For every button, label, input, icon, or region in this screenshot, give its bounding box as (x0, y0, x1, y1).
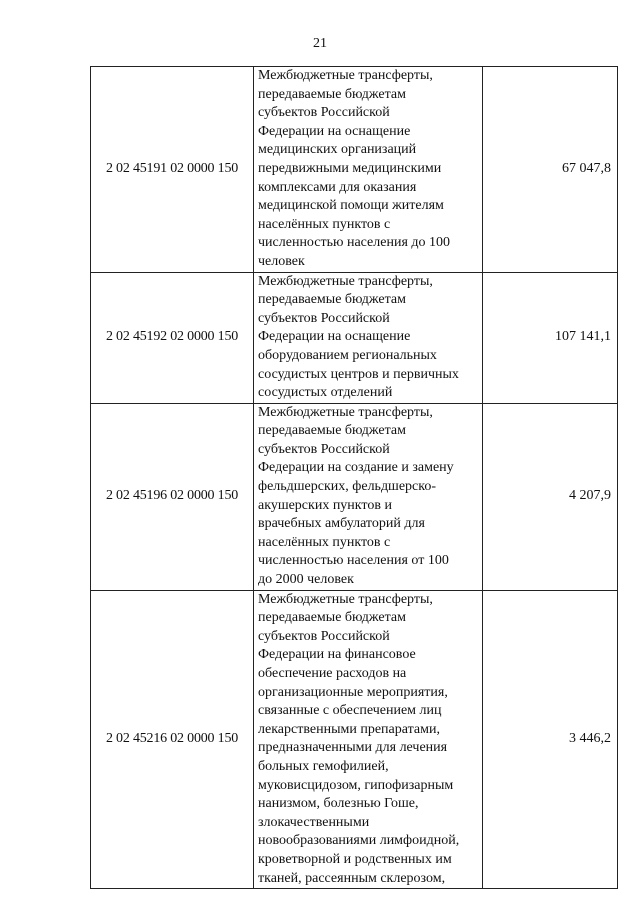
description-line: субъектов Российской (258, 628, 390, 644)
description-cell (254, 403, 483, 590)
description-line: Межбюджетные трансферты, (258, 273, 433, 289)
description-line: населённых пунктов с (258, 534, 391, 550)
amount-cell: 3 446,2 (483, 590, 618, 889)
description-line: передаваемые бюджетам (258, 610, 406, 626)
budget-code-cell: 2 02 45192 02 0000 150 (91, 272, 254, 403)
description-cell (254, 590, 483, 889)
description-line: больных гемофилией, (258, 758, 389, 774)
description-line: муковисцидозом, гипофизарным (258, 777, 454, 793)
description-line: кроветворной и родственных им (258, 851, 452, 867)
description-line: передаваемые бюджетам (258, 86, 406, 102)
description-line: Федерации на создание и замену (258, 460, 454, 476)
description-line: человек (258, 253, 305, 269)
table-row (91, 590, 618, 889)
description-line: Федерации на оснащение (258, 123, 411, 139)
description-line: врачебных амбулаторий для (258, 516, 425, 532)
description-line: медицинских организаций (258, 142, 417, 158)
description-line: Межбюджетные трансферты, (258, 68, 433, 83)
description-line: населённых пунктов с (258, 216, 391, 232)
description-line: организационные мероприятия, (258, 684, 448, 700)
description-line: передаваемые бюджетам (258, 292, 406, 308)
description-line: передвижными медицинскими (258, 160, 442, 176)
description-line: Федерации на оснащение (258, 329, 411, 345)
description-line: медицинской помощи жителям (258, 198, 444, 214)
description-line: фельдшерских, фельдшерско- (258, 479, 437, 495)
amount-cell: 67 047,8 (483, 67, 618, 273)
table-row (91, 67, 618, 273)
budget-table-body (91, 67, 618, 889)
description-line: Федерации на финансовое (258, 647, 416, 663)
description-cell (254, 272, 483, 403)
description-line: численностью населения до 100 (258, 235, 451, 251)
description-line: злокачественными (258, 814, 370, 830)
amount-cell: 4 207,9 (483, 403, 618, 590)
description-line: до 2000 человек (258, 572, 354, 588)
table-row (91, 272, 618, 403)
description-line: лекарственными препаратами, (258, 721, 440, 737)
budget-code-cell: 2 02 45191 02 0000 150 (91, 67, 254, 273)
description-line: нанизмом, болезнью Гоше, (258, 796, 419, 812)
description-line: Межбюджетные трансферты, (258, 591, 433, 607)
description-line: комплексами для оказания (258, 179, 417, 195)
description-line: новообразованиями лимфоидной, (258, 833, 460, 849)
description-line: предназначенными для лечения (258, 740, 448, 756)
description-line: акушерских пунктов и (258, 497, 392, 513)
description-line: численностью населения от 100 (258, 553, 449, 569)
description-line: Межбюджетные трансферты, (258, 404, 433, 420)
description-cell (254, 67, 483, 273)
page-number: 21 (313, 36, 327, 51)
description-line: сосудистых отделений (258, 385, 393, 401)
budget-table (90, 66, 618, 889)
table-row (91, 403, 618, 590)
description-line: оборудованием региональных (258, 347, 437, 363)
description-line: связанные с обеспечением лиц (258, 703, 442, 719)
description-line: тканей, рассеянным склерозом, (258, 870, 446, 886)
amount-cell: 107 141,1 (483, 272, 618, 403)
budget-code-cell: 2 02 45196 02 0000 150 (91, 403, 254, 590)
description-line: обеспечение расходов на (258, 666, 407, 681)
description-line: субъектов Российской (258, 441, 390, 457)
description-line: субъектов Российской (258, 310, 390, 326)
description-line: передаваемые бюджетам (258, 423, 406, 439)
description-line: субъектов Российской (258, 105, 390, 121)
budget-code-cell: 2 02 45216 02 0000 150 (91, 590, 254, 889)
description-line: сосудистых центров и первичных (258, 366, 459, 382)
